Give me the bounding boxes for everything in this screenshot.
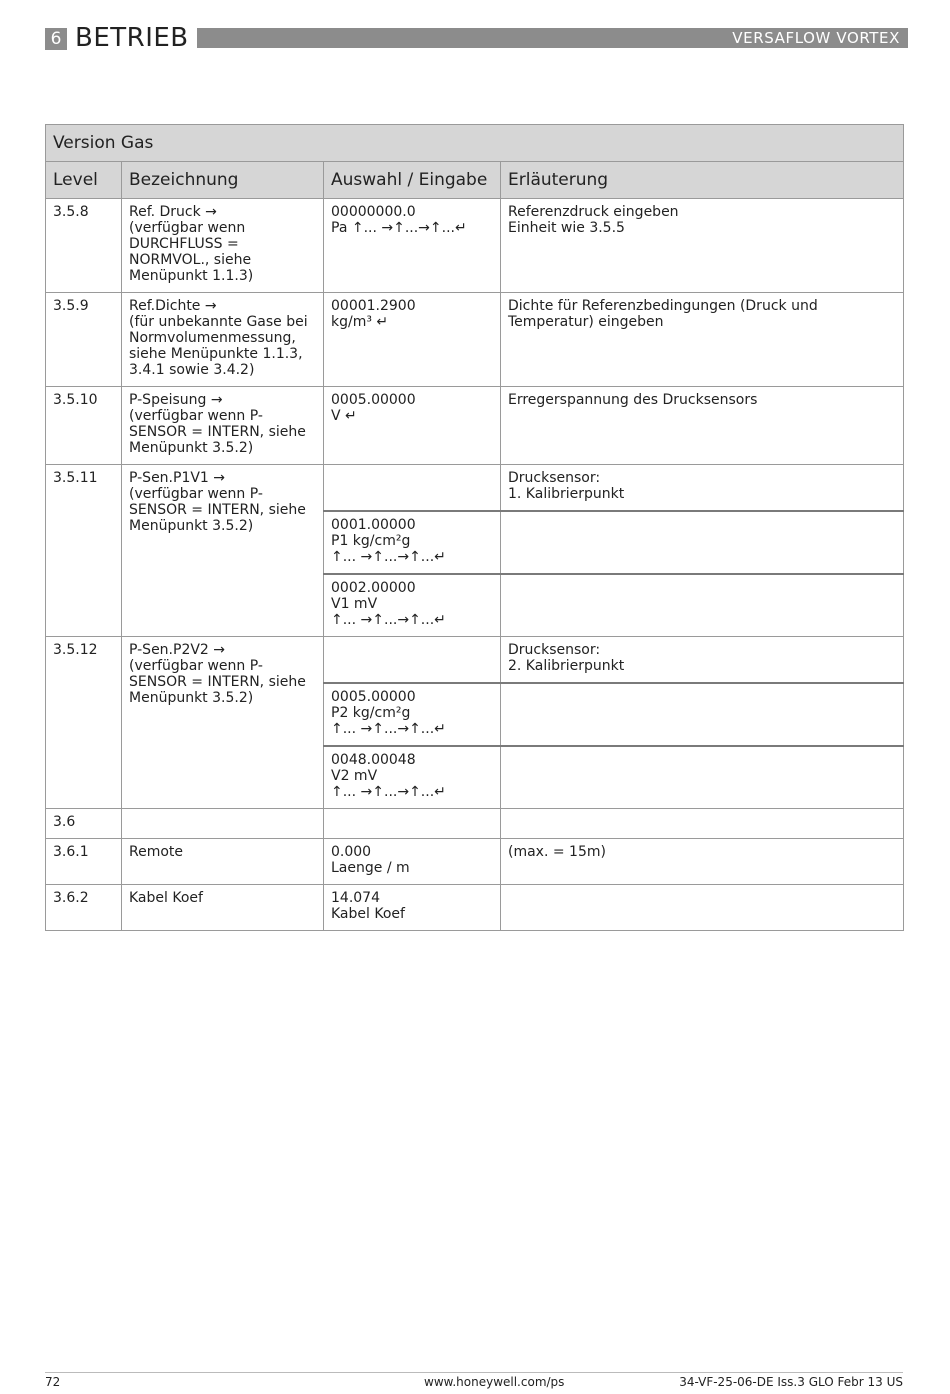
- level-cell: 3.5.9: [46, 293, 122, 387]
- menu-table: [45, 124, 904, 931]
- table-row: [46, 885, 904, 931]
- column-header: Level: [46, 162, 122, 199]
- table-title-row: [46, 125, 904, 162]
- designation-cell: Kabel Koef: [122, 885, 324, 931]
- document-id: 34-VF-25-06-DE Iss.3 GLO Febr 13 US: [679, 1375, 903, 1389]
- input-cell: 0001.00000 P1 kg/cm²g ↑... →↑...→↑...↵: [324, 511, 501, 574]
- chapter-number: 6: [45, 28, 67, 50]
- table-row: [46, 199, 904, 293]
- level-cell: 3.6.1: [46, 839, 122, 885]
- column-header: Auswahl / Eingabe: [324, 162, 501, 199]
- description-cell: (max. = 15m): [501, 839, 904, 885]
- designation-cell: [122, 809, 324, 839]
- designation-cell: Ref. Druck → (verfügbar wenn DURCHFLUSS = NORMVOL., siehe Menüpunkt 1.1.3): [122, 199, 324, 293]
- table-row: [46, 293, 904, 387]
- input-cell: 0002.00000 V1 mV ↑... →↑...→↑...↵: [324, 574, 501, 637]
- page-header: [45, 23, 908, 53]
- designation-cell: P-Sen.P2V2 → (verfügbar wenn P-SENSOR = INTERN, siehe Menüpunkt 3.5.2): [122, 637, 324, 809]
- table-header-row: [46, 162, 904, 199]
- table-row: [46, 839, 904, 885]
- description-cell: [501, 574, 904, 637]
- input-cell: 00001.2900 kg/m³ ↵: [324, 293, 501, 387]
- level-cell: 3.6: [46, 809, 122, 839]
- table-row: [46, 637, 904, 684]
- input-cell: [324, 637, 501, 684]
- input-cell: 14.074 Kabel Koef: [324, 885, 501, 931]
- input-cell: 0.000 Laenge / m: [324, 839, 501, 885]
- description-cell: Erregerspannung des Drucksensors: [501, 387, 904, 465]
- designation-cell: P-Sen.P1V1 → (verfügbar wenn P-SENSOR = INTERN, siehe Menüpunkt 3.5.2): [122, 465, 324, 637]
- input-cell: 0005.00000 P2 kg/cm²g ↑... →↑...→↑...↵: [324, 683, 501, 746]
- table-title: Version Gas: [46, 125, 904, 162]
- description-cell: Dichte für Referenzbedingungen (Druck und Temperatur) eingeben: [501, 293, 904, 387]
- input-cell: 0048.00048 V2 mV ↑... →↑...→↑...↵: [324, 746, 501, 809]
- level-cell: 3.5.10: [46, 387, 122, 465]
- designation-cell: Remote: [122, 839, 324, 885]
- description-cell: [501, 683, 904, 746]
- page-number: 72: [45, 1375, 61, 1389]
- input-cell: [324, 465, 501, 512]
- product-name: VERSAFLOW VORTEX: [197, 28, 908, 48]
- description-cell: [501, 809, 904, 839]
- description-cell: [501, 746, 904, 809]
- input-cell: 00000000.0 Pa ↑... →↑...→↑...↵: [324, 199, 501, 293]
- level-cell: 3.5.8: [46, 199, 122, 293]
- level-cell: 3.6.2: [46, 885, 122, 931]
- designation-cell: Ref.Dichte → (für unbekannte Gase bei Normvolumenmessung, siehe Menüpunkte 1.1.3, 3.4.1 sowie 3.4.2): [122, 293, 324, 387]
- description-cell: [501, 511, 904, 574]
- column-header: Bezeichnung: [122, 162, 324, 199]
- table-row: [46, 465, 904, 512]
- table-row: [46, 809, 904, 839]
- description-cell: Referenzdruck eingeben Einheit wie 3.5.5: [501, 199, 904, 293]
- footer-divider: [45, 1372, 903, 1373]
- column-header: Erläuterung: [501, 162, 904, 199]
- table-row: [46, 387, 904, 465]
- level-cell: 3.5.12: [46, 637, 122, 809]
- input-cell: [324, 809, 501, 839]
- description-cell: Drucksensor: 2. Kalibrierpunkt: [501, 637, 904, 684]
- level-cell: 3.5.11: [46, 465, 122, 637]
- input-cell: 0005.00000 V ↵: [324, 387, 501, 465]
- footer-url: www.honeywell.com/ps: [424, 1375, 565, 1389]
- description-cell: [501, 885, 904, 931]
- description-cell: Drucksensor: 1. Kalibrierpunkt: [501, 465, 904, 512]
- designation-cell: P-Speisung → (verfügbar wenn P-SENSOR = INTERN, siehe Menüpunkt 3.5.2): [122, 387, 324, 465]
- chapter-title: BETRIEB: [75, 23, 189, 53]
